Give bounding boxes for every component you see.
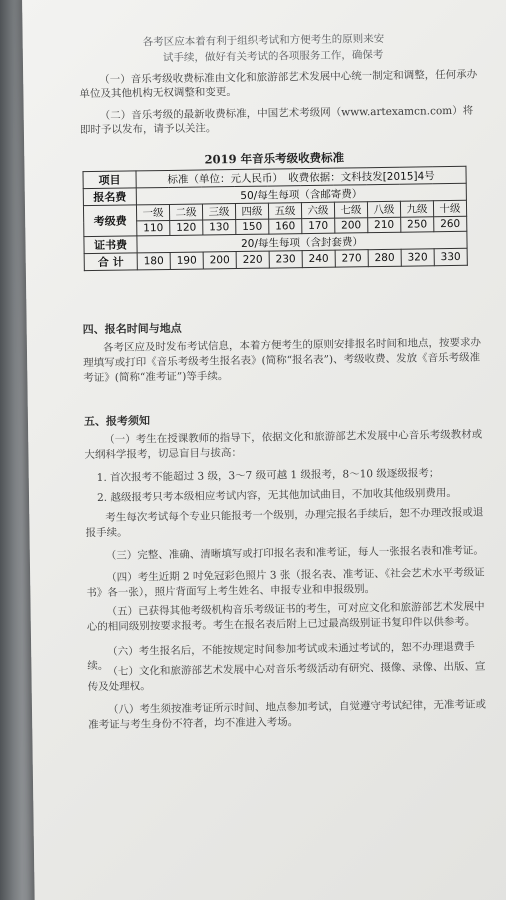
exam-fee-cell: 210 [368, 217, 401, 232]
section-5-item-1: （一）考生在授课教师的指导下，依据文化和旅游部艺术发展中心音乐考级教材或大纲科学报考，切忌盲目与拔高： [84, 428, 483, 462]
exam-fee-cell: 260 [434, 216, 467, 231]
cert-fee-text: 20/每生每项（含封套费） [137, 231, 467, 253]
signup-fee-text: 50/每生每项（含邮寄费） [136, 183, 466, 205]
bleed-through-line-2: 试手续，做好有关考试的各项服务工作，确保考 [162, 48, 384, 65]
fee-table-title: 2019 年音乐考级收费标准 [204, 150, 345, 167]
exam-fee-cell: 110 [137, 220, 170, 235]
row-header-label: 项目 [83, 171, 136, 189]
note-2: （二）音乐考级的最新收费标准，中国艺术考级网（www.artexamcn.com）将即时予以发布，请予以关注。 [79, 104, 474, 137]
exam-fee-cell: 160 [269, 219, 302, 234]
total-cell: 240 [302, 250, 335, 267]
total-label: 合 计 [84, 253, 137, 271]
total-cell: 320 [401, 249, 434, 266]
total-cell: 280 [368, 249, 401, 266]
total-cell: 270 [335, 250, 368, 267]
total-cell: 230 [269, 251, 302, 268]
section-5-item-3: （三）完整、准确、清晰填写或打印报名表和准考证，每人一张报名表和准考证。 [105, 544, 484, 562]
section-5-item-7: （七）文化和旅游部艺术发展中心对音乐考级活动有研究、摄像、录像、出版、宣传及处理权。 [87, 660, 486, 694]
total-cell: 190 [170, 252, 203, 269]
total-cell: 220 [236, 251, 269, 268]
section-4-body: 各考区应及时发布考试信息，本着方便考生的原则安排报名时间和地点，按要求办理填写或打印《音乐考级考生报名表》(简称“报名表”)、考级收费、发放《音乐考级准考证》(简称“准考证”)等手续。 [83, 336, 481, 385]
total-cell: 330 [434, 248, 467, 265]
document-page [22, 0, 506, 900]
section-5-item-6: （六）考生报名后，不能按规定时间参加考试或未通过考试的，恕不办理退费手续。 [87, 640, 475, 673]
section-5-item-4: （四）考生近期 2 吋免冠彩色照片 3 张（报名表、准考证、《社会艺术水平考级证书》各一张），照片背面写上考生姓名、申报专业和申报级别。 [86, 566, 485, 600]
section-5-rule-2: 2. 越级报考只考本级相应考试内容，无其他加试曲目，不加收其他级别费用。 [96, 486, 457, 505]
signup-fee-label: 报名费 [83, 188, 136, 206]
section-5-rule-1: 1. 首次报考不能超过 3 级，3～7 级可越 1 级报考，8～10 级逐级报考； [96, 467, 440, 485]
exam-fee-cell: 150 [236, 219, 269, 234]
level-cell: 二级 [169, 204, 202, 220]
section-4-heading: 四、报名时间与地点 [82, 321, 182, 337]
cert-fee-label: 证书费 [84, 236, 137, 254]
exam-fee-cell: 120 [170, 220, 203, 235]
level-cell: 五级 [268, 203, 301, 219]
level-cell: 四级 [235, 203, 268, 219]
total-cell: 180 [137, 252, 170, 269]
total-cell: 200 [203, 252, 236, 269]
standard-text: 标准（单位：元人民币） 收费依据：文科技发[2015]4号 [136, 166, 466, 188]
level-cell: 九级 [400, 201, 433, 217]
exam-fee-label: 考级费 [83, 205, 136, 237]
exam-fee-cell: 250 [401, 217, 434, 232]
section-5-heading: 五、报考须知 [83, 414, 151, 429]
level-cell: 七级 [334, 202, 367, 218]
section-5-item-5: （五）已获得其他考级机构音乐考级证书的考生，可对应文化和旅游部艺术发展中心的相同级别按要求报考。考生在报名表后附上已过最高级别证书复印件以供参考。 [86, 600, 485, 634]
section-5-item-8: （八）考生须按准考证所示时间、地点参加考试，自觉遵守考试纪律，无准考证或准考证与考生身份不符者，均不准进入考场。 [88, 698, 487, 732]
level-cell: 十级 [433, 200, 466, 216]
exam-fee-cell: 130 [203, 220, 236, 235]
section-5-item-2: 考生每次考试每个专业只能报考一个级别，办理完报名手续后，恕不办理改报或退报手续。 [85, 506, 484, 540]
exam-fee-cell: 200 [335, 218, 368, 233]
level-cell: 六级 [301, 202, 334, 218]
note-1: （一）音乐考级收费标准由文化和旅游部艺术发展中心统一制定和调整，任何承办单位及其他机构无权调整和变更。 [79, 68, 478, 101]
fee-table [82, 166, 467, 271]
level-cell: 一级 [136, 204, 169, 220]
level-cell: 八级 [367, 201, 400, 217]
exam-fee-cell: 170 [302, 218, 335, 233]
bleed-through-line-1: 各考区应本着有利于组织考试和方便考生的原则来安 [142, 32, 385, 49]
level-cell: 三级 [202, 204, 235, 220]
